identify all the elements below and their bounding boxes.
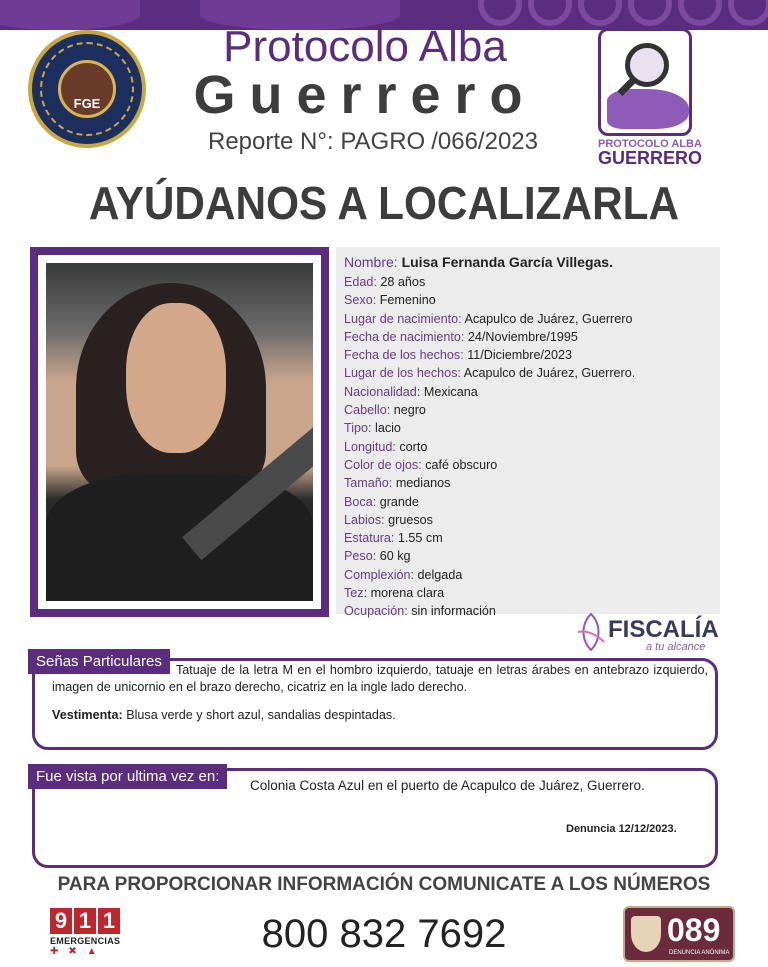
- info-value: negro: [393, 403, 426, 418]
- info-value: café obscuro: [425, 457, 498, 472]
- 089-number: 089: [667, 912, 721, 948]
- info-label: Tez:: [344, 586, 368, 601]
- info-label: Boca:: [344, 494, 377, 509]
- report-number: [208, 128, 538, 156]
- info-row: [344, 364, 712, 382]
- vestimenta-label: Vestimenta:: [52, 708, 123, 722]
- info-value: sin información: [411, 604, 496, 619]
- seal-center-text: FGE: [73, 96, 101, 111]
- vestimenta: [52, 708, 396, 722]
- 911-label: EMERGENCIAS: [50, 936, 121, 946]
- info-value: Mexicana: [423, 384, 478, 399]
- photo-frame: [30, 247, 329, 617]
- logo-line1-accent: ALBA: [671, 138, 702, 150]
- info-value: delgada: [417, 567, 463, 582]
- vestimenta-value: Blusa verde y short azul, sandalias despintadas.: [126, 708, 396, 722]
- info-value: lacio: [375, 421, 401, 436]
- info-row: [344, 547, 712, 565]
- info-row: [344, 474, 712, 492]
- info-value: Acapulco de Juárez, Guerrero.: [463, 366, 636, 381]
- info-label: Fecha de los hechos:: [344, 348, 464, 363]
- info-row: [344, 456, 712, 474]
- 911-digit: 9: [50, 908, 72, 934]
- info-row: [344, 419, 712, 437]
- fiscalia-tagline: a tu alcance: [646, 641, 706, 653]
- 089-subtitle: DENUNCIA ANÓNIMA: [669, 950, 730, 956]
- fiscalia-name: FISCALÍA: [608, 616, 719, 643]
- info-value: 1.55 cm: [397, 531, 443, 546]
- report-number-value: /066/2023: [431, 128, 538, 155]
- info-value: 28 años: [380, 275, 426, 289]
- contact-cta: PARA PROPORCIONAR INFORMACIÓN COMUNICATE A LOS NÚMEROS: [57, 874, 711, 895]
- info-label: Complexión:: [344, 567, 414, 582]
- guerrero-map-icon: [607, 89, 689, 129]
- fiscalia-flower-icon: [576, 612, 606, 652]
- info-value: Acapulco de Juárez, Guerrero: [464, 311, 633, 326]
- info-row: [344, 529, 712, 547]
- info-label: Nombre:: [344, 254, 398, 270]
- info-value: Femenino: [379, 293, 436, 308]
- senas-tab: Señas Particulares: [28, 649, 170, 674]
- info-row: [344, 273, 712, 291]
- info-value: 24/Noviembre/1995: [467, 329, 578, 344]
- seal-ring: [40, 42, 134, 136]
- logo-089: [623, 906, 735, 962]
- info-row: [344, 291, 712, 309]
- info-label: Cabello:: [344, 403, 391, 418]
- info-value: morena clara: [370, 586, 445, 601]
- last-seen-tab: Fue vista por ultima vez en:: [28, 764, 227, 789]
- info-label: Nacionalidad:: [344, 384, 421, 399]
- info-label: Sexo:: [344, 293, 377, 308]
- logo-box: [598, 28, 692, 136]
- page-title: Protocolo Alba: [223, 22, 507, 71]
- person-photo: [46, 263, 313, 601]
- logo-line1-text: PROTOCOLO: [598, 138, 669, 150]
- report-label: Reporte N°: PAGRO: [208, 128, 426, 155]
- info-label: Ocupación:: [344, 604, 408, 619]
- info-value: 60 kg: [379, 549, 411, 564]
- info-row: [344, 251, 712, 273]
- photo-mat: [38, 255, 321, 609]
- photo-face: [126, 303, 226, 453]
- last-seen-text: Colonia Costa Azul en el puerto de Acapulco de Juárez, Guerrero.: [250, 778, 645, 793]
- band-wave: [0, 0, 140, 30]
- senas-text: Tatuaje de la letra M en el hombro izquierdo, tatuaje en letras árabes en antebrazo izquierdo, imagen de unicornio en el brazo derecho, cicatriz en la ingle lado derecho.: [52, 663, 708, 694]
- fiscalia-logo: [576, 610, 726, 658]
- logo-line2: GUERRERO: [598, 148, 703, 168]
- info-label: Tamaño:: [344, 476, 393, 491]
- info-label: Longitud:: [344, 439, 396, 454]
- info-label: Estatura:: [344, 531, 395, 546]
- info-value: Luisa Fernanda García Villegas.: [401, 254, 613, 270]
- headline: AYÚDANOS A LOCALIZARLA: [88, 177, 680, 229]
- info-value: gruesos: [388, 512, 433, 527]
- 911-digit: 1: [74, 908, 96, 934]
- denuncia-date: Denuncia 12/12/2023.: [566, 823, 677, 835]
- info-row: [344, 584, 712, 602]
- fge-seal-logo: [28, 30, 146, 148]
- info-label: Peso:: [344, 549, 377, 564]
- info-value: grande: [379, 494, 419, 509]
- info-row: [344, 401, 712, 419]
- phone-number[interactable]: 800 832 7692: [261, 912, 507, 956]
- info-row: [344, 310, 712, 328]
- info-label: Labios:: [344, 512, 385, 527]
- protocolo-alba-logo: [598, 28, 703, 168]
- info-label: Lugar de los hechos:: [344, 366, 461, 381]
- info-row: [344, 493, 712, 511]
- emergency-icons: ✚✖▲: [50, 946, 107, 957]
- info-row: [344, 566, 712, 584]
- info-value: medianos: [395, 476, 451, 491]
- shield-icon: [631, 916, 661, 952]
- info-row: [344, 438, 712, 456]
- info-label: Color de ojos:: [344, 457, 422, 472]
- info-row: [344, 511, 712, 529]
- info-label: Lugar de nacimiento:: [344, 311, 462, 326]
- 911-digit: 1: [98, 908, 120, 934]
- info-label: Tipo:: [344, 421, 372, 436]
- info-label: Edad:: [344, 275, 377, 289]
- info-row: [344, 346, 712, 364]
- person-info-box: [336, 247, 720, 619]
- info-value: corto: [399, 439, 428, 454]
- info-row: [344, 383, 712, 401]
- page-subtitle: Guerrero: [193, 65, 537, 125]
- info-label: Fecha de nacimiento:: [344, 329, 465, 344]
- info-value: 11/Diciembre/2023: [467, 348, 572, 363]
- info-row: [344, 328, 712, 346]
